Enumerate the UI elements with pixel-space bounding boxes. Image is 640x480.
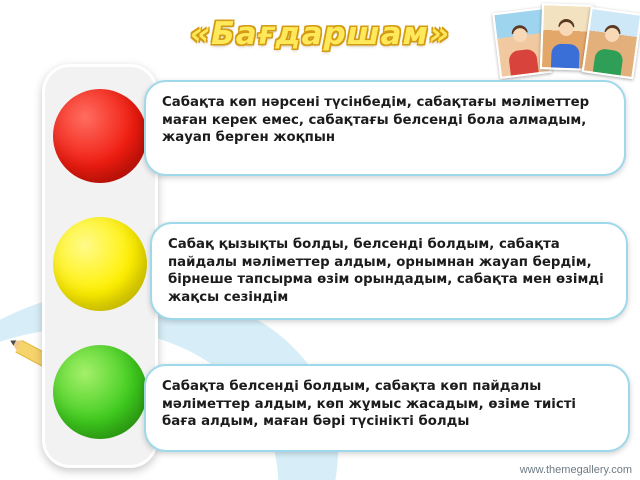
photo-strip bbox=[496, 0, 636, 82]
traffic-light-red-lamp bbox=[53, 89, 147, 183]
traffic-light-yellow-lamp bbox=[53, 217, 147, 311]
photo-thumbnail bbox=[582, 7, 640, 80]
callout-green-statement: Сабақта белсенді болдым, сабақта көп пайдалы мәліметтер алдым, көп жұмыс жасадым, өзіме тиісті баға алдым, маған бәрі түсінікті болды bbox=[144, 364, 630, 452]
traffic-light-green-lamp bbox=[53, 345, 147, 439]
footer-watermark: www.themegallery.com bbox=[519, 464, 632, 476]
page-title: «Бағдаршам» bbox=[190, 16, 450, 52]
callout-yellow-statement: Сабақ қызықты болды, белсенді болдым, сабақта пайдалы мәліметтер алдым, орнымнан жауап бердім, бірнеше тапсырма өзім орындадым, сабақта мен өзімді жақсы сезіндім bbox=[150, 222, 628, 320]
traffic-light-housing bbox=[42, 64, 158, 468]
callout-red-statement: Сабақта көп нәрсені түсінбедім, сабақтағы мәліметтер маған керек емес, сабақтағы белсенді бола алмадым, жауап берген жоқпын bbox=[144, 80, 626, 176]
